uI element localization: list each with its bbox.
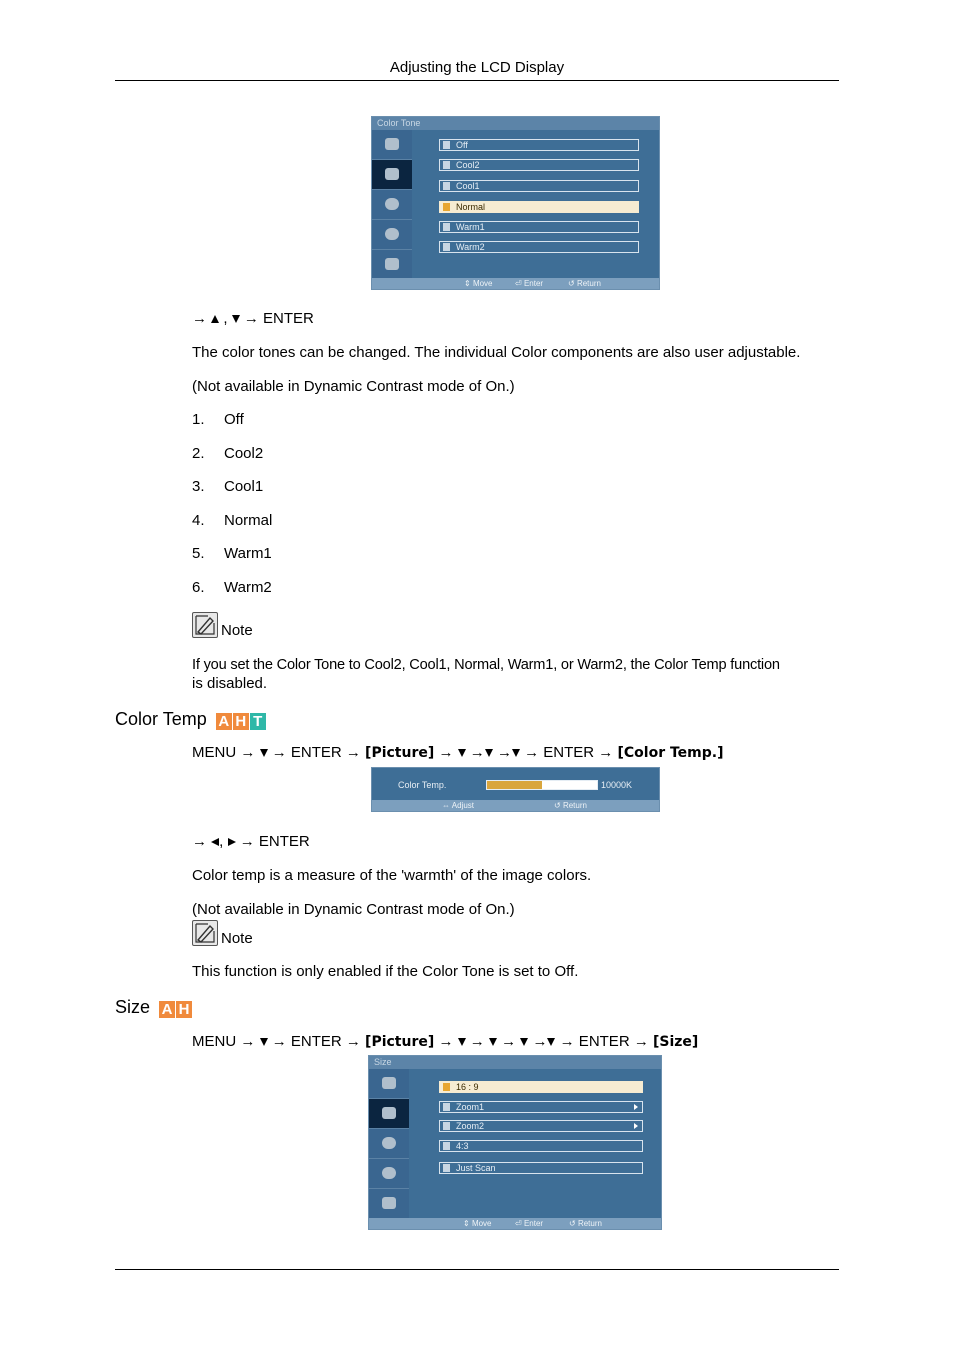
osd-option-selected: 16 : 9 <box>439 1081 643 1093</box>
setup-icon <box>372 220 412 250</box>
up-arrow-icon <box>211 315 219 323</box>
enter-hint: ⏎ Enter <box>515 279 544 288</box>
down-arrow-icon <box>520 1038 528 1046</box>
color-tone-description: The color tones can be changed. The individual Color components are also user adjustable. <box>192 344 801 361</box>
down-arrow-icon <box>458 1038 466 1046</box>
list-number: 4. <box>192 512 205 529</box>
color-temp-note: This function is only enabled if the Color Tone is set to Off. <box>192 963 579 980</box>
osd-option: 4:3 <box>439 1140 643 1152</box>
color-tone-availability: (Not available in Dynamic Contrast mode of On.) <box>192 378 515 395</box>
return-hint: ↺ Return <box>554 801 587 810</box>
note-label: Note <box>221 622 253 639</box>
color-tone-note-line1: If you set the Color Tone to Cool2, Cool1, Normal, Warm1, or Warm2, the Color Temp function <box>192 657 780 673</box>
down-arrow-icon <box>260 749 268 757</box>
picture-icon <box>369 1099 409 1129</box>
down-arrow-icon <box>489 1038 497 1046</box>
list-number: 3. <box>192 478 205 495</box>
aht-badge-icon: A H T <box>216 710 267 727</box>
color-temp-availability: (Not available in Dynamic Contrast mode of On.) <box>192 901 515 918</box>
list-item: Normal <box>224 512 273 529</box>
osd-title: Color Tone <box>372 117 659 130</box>
multi-control-icon <box>369 1189 409 1219</box>
size-heading: Size A H <box>115 997 193 1018</box>
size-osd-screenshot <box>368 1055 662 1230</box>
osd-option: Zoom1 <box>439 1101 643 1113</box>
osd-option: Warm1 <box>439 221 639 233</box>
color-temp-osd-screenshot <box>371 767 660 812</box>
list-number: 1. <box>192 411 205 428</box>
osd-option: Off <box>439 139 639 151</box>
color-temp-slider <box>486 780 598 790</box>
osd-option: Cool2 <box>439 159 639 171</box>
color-temp-heading: Color Temp A H T <box>115 709 267 730</box>
osd-slider-value: 10000K <box>601 780 633 790</box>
osd-option: Cool1 <box>439 180 639 192</box>
move-hint: ⇕ Move <box>464 279 493 288</box>
color-temp-description: Color temp is a measure of the 'warmth' of the image colors. <box>192 867 592 884</box>
move-hint: ⇕ Move <box>463 1219 492 1228</box>
down-arrow-icon <box>547 1038 555 1046</box>
osd-footer <box>372 278 659 289</box>
input-icon <box>369 1069 409 1099</box>
note-icon <box>192 612 218 638</box>
osd-footer <box>369 1218 661 1229</box>
right-arrow-icon <box>228 838 236 846</box>
setup-icon <box>369 1159 409 1189</box>
osd-title: Size <box>369 1056 661 1069</box>
return-hint: ↺ Return <box>569 1219 602 1228</box>
osd-option: Warm2 <box>439 241 639 253</box>
down-arrow-icon <box>232 315 240 323</box>
input-icon <box>372 130 412 160</box>
list-item: Cool1 <box>224 478 264 495</box>
slider-fill <box>487 781 542 789</box>
footer-rule <box>115 1269 839 1270</box>
return-hint: ↺ Return <box>568 279 601 288</box>
list-item: Warm2 <box>224 579 272 596</box>
osd-sidebar <box>372 130 412 280</box>
enter-hint: ⏎ Enter <box>515 1219 544 1228</box>
color-temp-menu-path: MENU → → ENTER → [Picture] → → → → ENTER → [Color Temp.] <box>192 744 724 761</box>
note-icon <box>192 920 218 946</box>
sound-icon <box>369 1129 409 1159</box>
note-label: Note <box>221 930 253 947</box>
list-number: 6. <box>192 579 205 596</box>
osd-slider-label: Color Temp. <box>398 780 447 790</box>
list-item: Cool2 <box>224 445 264 462</box>
list-item: Off <box>224 411 244 428</box>
multi-control-icon <box>372 250 412 280</box>
down-arrow-icon <box>485 749 493 757</box>
color-tone-nav: → , → ENTER <box>192 310 314 327</box>
osd-option: Just Scan <box>439 1162 643 1174</box>
down-arrow-icon <box>260 1038 268 1046</box>
down-arrow-icon <box>458 749 466 757</box>
osd-footer <box>372 800 659 811</box>
adjust-hint: ⇔ Adjust <box>442 801 475 810</box>
picture-icon <box>372 160 412 190</box>
left-arrow-icon <box>211 838 219 846</box>
color-tone-osd-screenshot <box>371 116 660 290</box>
page-header-title: Adjusting the LCD Display <box>389 59 565 76</box>
osd-option-selected: Normal <box>439 201 639 213</box>
list-number: 5. <box>192 545 205 562</box>
list-item: Warm1 <box>224 545 272 562</box>
header-rule <box>115 80 839 81</box>
color-temp-nav: → , → ENTER <box>192 833 310 850</box>
ah-badge-icon: A H <box>159 998 193 1015</box>
list-number: 2. <box>192 445 205 462</box>
down-arrow-icon <box>512 749 520 757</box>
osd-option: Zoom2 <box>439 1120 643 1132</box>
color-tone-note-line2: is disabled. <box>192 675 268 692</box>
osd-sidebar <box>369 1069 409 1219</box>
sound-icon <box>372 190 412 220</box>
size-menu-path: MENU → → ENTER → [Picture] → → → → → ENTER → [Size] <box>192 1033 699 1050</box>
